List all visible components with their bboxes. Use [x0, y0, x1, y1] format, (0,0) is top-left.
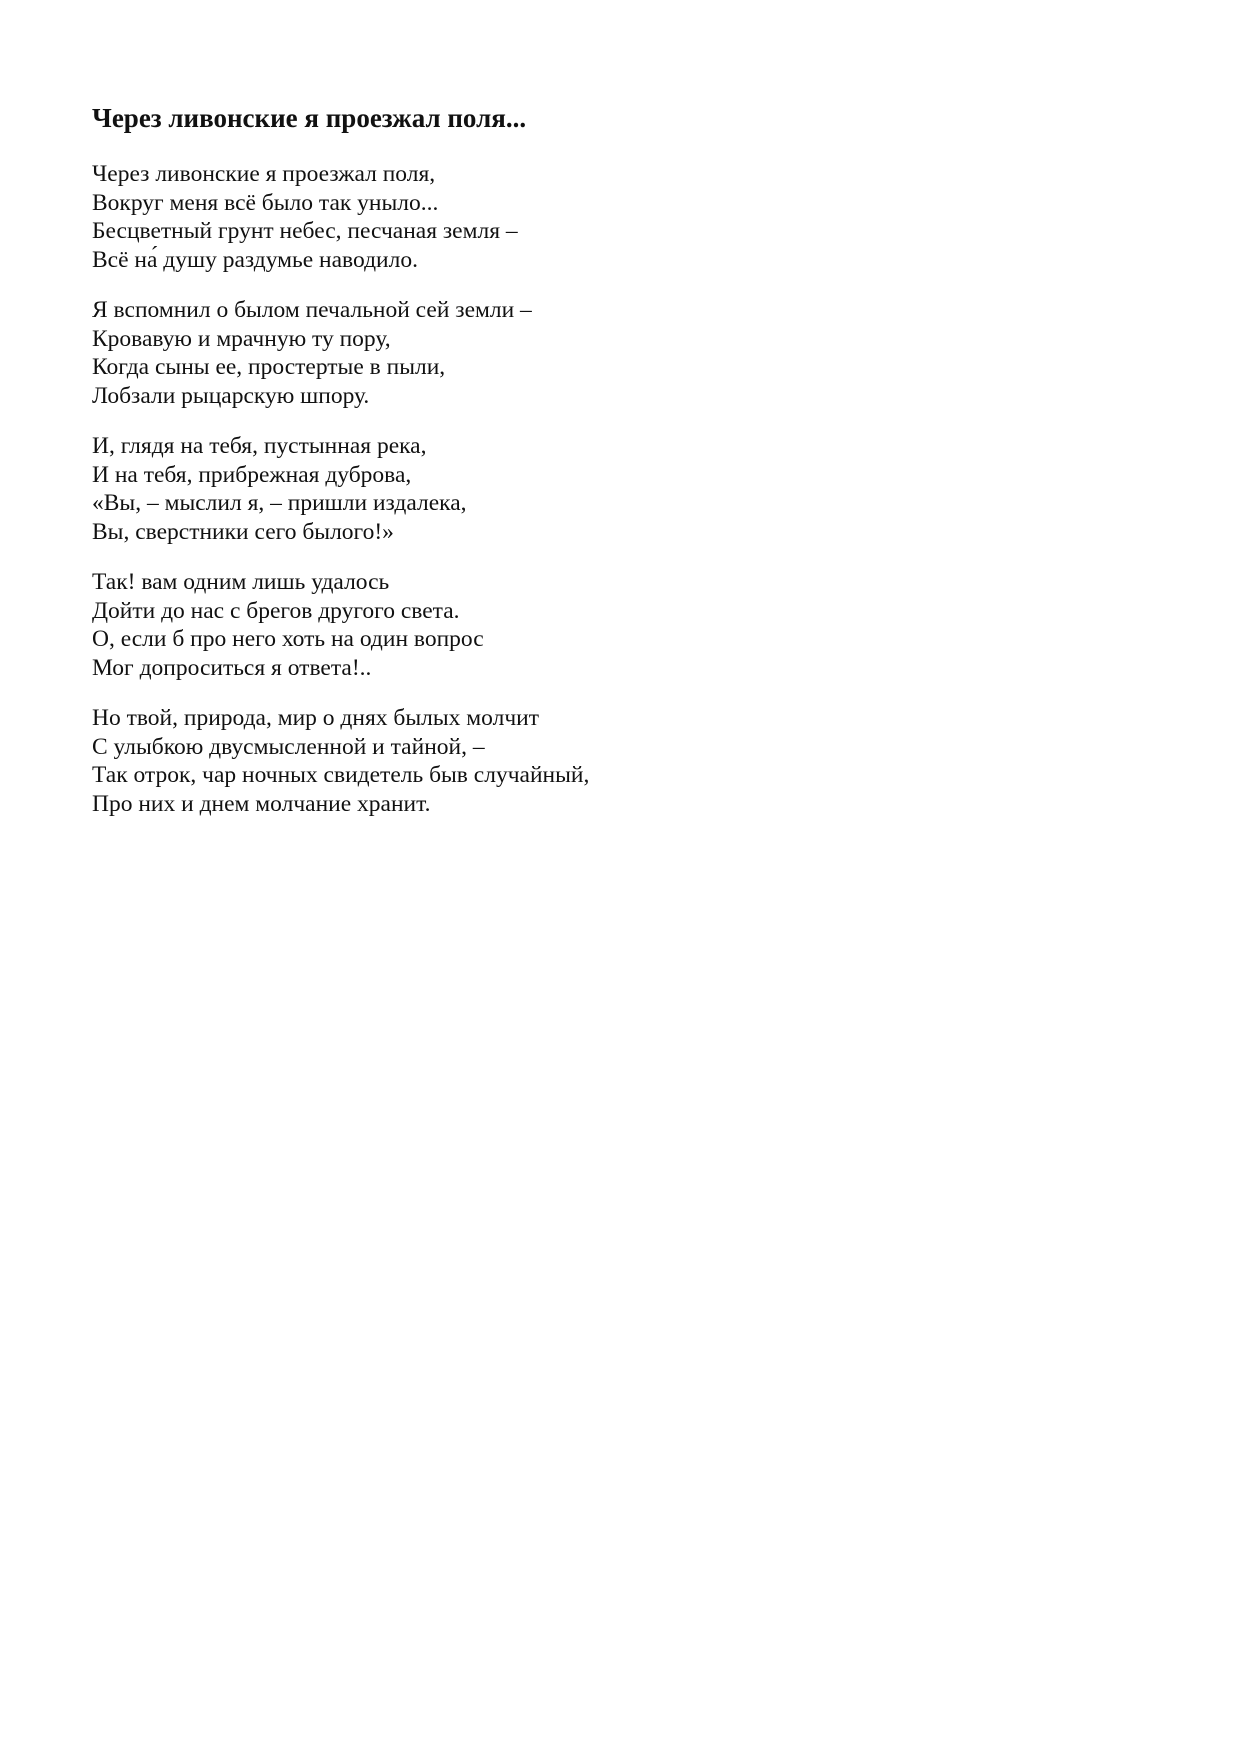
- poem-line: Дойти до нас с брегов другого света.: [92, 597, 460, 624]
- poem-line: О, если б про него хоть на один вопрос: [92, 626, 484, 652]
- poem-line: Так отрок, чар ночных свидетель быв случайный,: [92, 762, 590, 788]
- poem-line: Про них и днем молчание хранит.: [92, 790, 431, 817]
- poem-line: Я вспомнил о былом печальной сей земли –: [92, 297, 532, 323]
- poem-line: С улыбкою двусмысленной и тайной, –: [92, 733, 485, 760]
- stanza-3: [92, 432, 1152, 546]
- poem-line: «Вы, – мыслил я, – пришли издалека,: [92, 490, 467, 516]
- poem-title: Через ливонские я проезжал поля...: [92, 103, 527, 133]
- poem-line: Мог допроситься я ответа!..: [92, 654, 372, 681]
- poem-line: Вокруг меня всё было так уныло...: [92, 189, 439, 216]
- stanza-4: [92, 568, 1152, 682]
- stanza-5: [92, 704, 1152, 818]
- poem-line: Но твой, природа, мир о днях былых молчит: [92, 705, 539, 731]
- poem-line: Бесцветный грунт небес, песчаная земля –: [92, 218, 518, 244]
- poem-line: Кровавую и мрачную ту пору,: [92, 325, 391, 352]
- poem-line: И на тебя, прибрежная дуброва,: [92, 461, 412, 488]
- poem-line: И, глядя на тебя, пустынная река,: [92, 433, 427, 459]
- poem-line: Через ливонские я проезжал поля,: [92, 161, 436, 187]
- poem-content: [92, 98, 1152, 840]
- poem-line: Когда сыны ее, простертые в пыли,: [92, 354, 446, 380]
- poem-line: Всё на́ душу раздумье наводило.: [92, 246, 418, 273]
- poem-line: Так! вам одним лишь удалось: [92, 569, 390, 595]
- stanza-2: [92, 296, 1152, 410]
- poem-line: Вы, сверстники сего былого!»: [92, 518, 394, 545]
- stanza-1: [92, 160, 1152, 274]
- poem-line: Лобзали рыцарскую шпору.: [92, 382, 370, 409]
